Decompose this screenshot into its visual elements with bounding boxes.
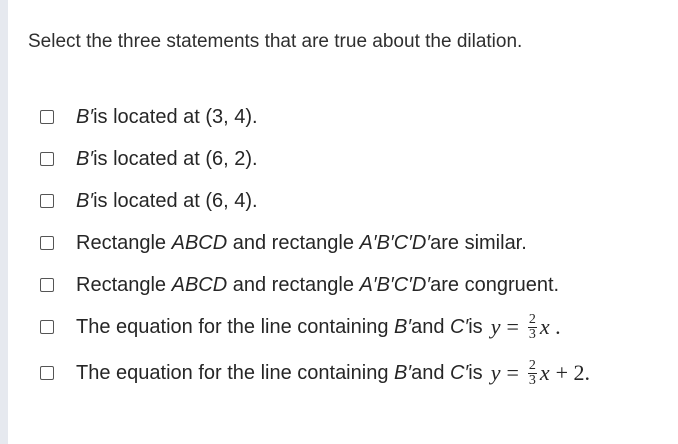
option-4[interactable] bbox=[40, 227, 527, 259]
option-7-pre: The equation for the line containing bbox=[76, 361, 394, 384]
option-4-post: are similar. bbox=[430, 231, 527, 254]
option-6-var1: B′ bbox=[394, 315, 412, 338]
option-6-eq-var: x bbox=[539, 314, 550, 339]
option-5-var1: ABCD bbox=[171, 273, 228, 296]
option-3-var: B′ bbox=[76, 189, 94, 212]
option-2-checkbox[interactable] bbox=[40, 152, 54, 166]
option-7[interactable] bbox=[40, 357, 590, 389]
option-7-eq-tail: + 2. bbox=[555, 360, 591, 385]
option-5[interactable] bbox=[40, 269, 559, 301]
option-6-label bbox=[76, 313, 561, 342]
option-7-post: is bbox=[468, 361, 483, 384]
option-5-post: are congruent. bbox=[430, 273, 560, 296]
option-5-checkbox[interactable] bbox=[40, 278, 54, 292]
option-4-checkbox[interactable] bbox=[40, 236, 54, 250]
option-3-checkbox[interactable] bbox=[40, 194, 54, 208]
option-7-label bbox=[76, 359, 590, 388]
option-4-var2: A′B′C′D′ bbox=[359, 231, 431, 254]
option-4-var1: ABCD bbox=[171, 231, 228, 254]
option-1-text: is located at (3, 4). bbox=[93, 105, 258, 128]
question-panel bbox=[8, 0, 678, 444]
option-6-eq-lhs: y bbox=[490, 314, 501, 339]
option-2-text: is located at (6, 2). bbox=[93, 147, 258, 170]
option-3-label bbox=[76, 190, 258, 213]
option-7-var1: B′ bbox=[394, 361, 412, 384]
option-1-var: B′ bbox=[76, 105, 94, 128]
option-6-eq-tail: . bbox=[549, 314, 561, 339]
option-4-mid: and rectangle bbox=[227, 231, 360, 254]
option-7-eq-fraction bbox=[528, 359, 537, 388]
option-2-label bbox=[76, 148, 258, 171]
option-6-var2: C′ bbox=[450, 315, 469, 338]
question-prompt: Select the three statements that are true about the dilation. bbox=[28, 31, 523, 52]
option-6-eq-num: 2 bbox=[528, 311, 536, 327]
option-7-checkbox[interactable] bbox=[40, 366, 54, 380]
option-7-eq-op: = bbox=[506, 360, 519, 385]
option-6-eq-op: = bbox=[506, 314, 519, 339]
option-6[interactable] bbox=[40, 311, 561, 343]
option-1-checkbox[interactable] bbox=[40, 110, 54, 124]
option-4-label bbox=[76, 232, 527, 255]
option-5-mid: and rectangle bbox=[227, 273, 360, 296]
option-2-var: B′ bbox=[76, 147, 94, 170]
option-6-eq-den: 3 bbox=[528, 326, 536, 342]
option-7-equation bbox=[491, 359, 590, 388]
option-6-checkbox[interactable] bbox=[40, 320, 54, 334]
option-5-label bbox=[76, 274, 559, 297]
left-border-bar bbox=[0, 0, 8, 444]
option-6-pre: The equation for the line containing bbox=[76, 315, 394, 338]
option-4-pre: Rectangle bbox=[76, 231, 172, 254]
option-3[interactable] bbox=[40, 185, 258, 217]
option-1-label bbox=[76, 106, 258, 129]
option-6-mid: and bbox=[411, 315, 451, 338]
option-2[interactable] bbox=[40, 143, 258, 175]
option-7-eq-num: 2 bbox=[528, 357, 536, 373]
option-5-pre: Rectangle bbox=[76, 273, 172, 296]
option-7-eq-var: x bbox=[539, 360, 550, 385]
option-7-mid: and bbox=[411, 361, 451, 384]
option-5-var2: A′B′C′D′ bbox=[359, 273, 431, 296]
option-1[interactable] bbox=[40, 101, 258, 133]
option-6-post: is bbox=[468, 315, 483, 338]
option-7-eq-den: 3 bbox=[528, 372, 536, 388]
option-6-equation bbox=[491, 313, 561, 342]
option-6-eq-fraction bbox=[528, 313, 537, 342]
option-7-var2: C′ bbox=[450, 361, 469, 384]
option-7-eq-lhs: y bbox=[490, 360, 501, 385]
option-3-text: is located at (6, 4). bbox=[93, 189, 258, 212]
